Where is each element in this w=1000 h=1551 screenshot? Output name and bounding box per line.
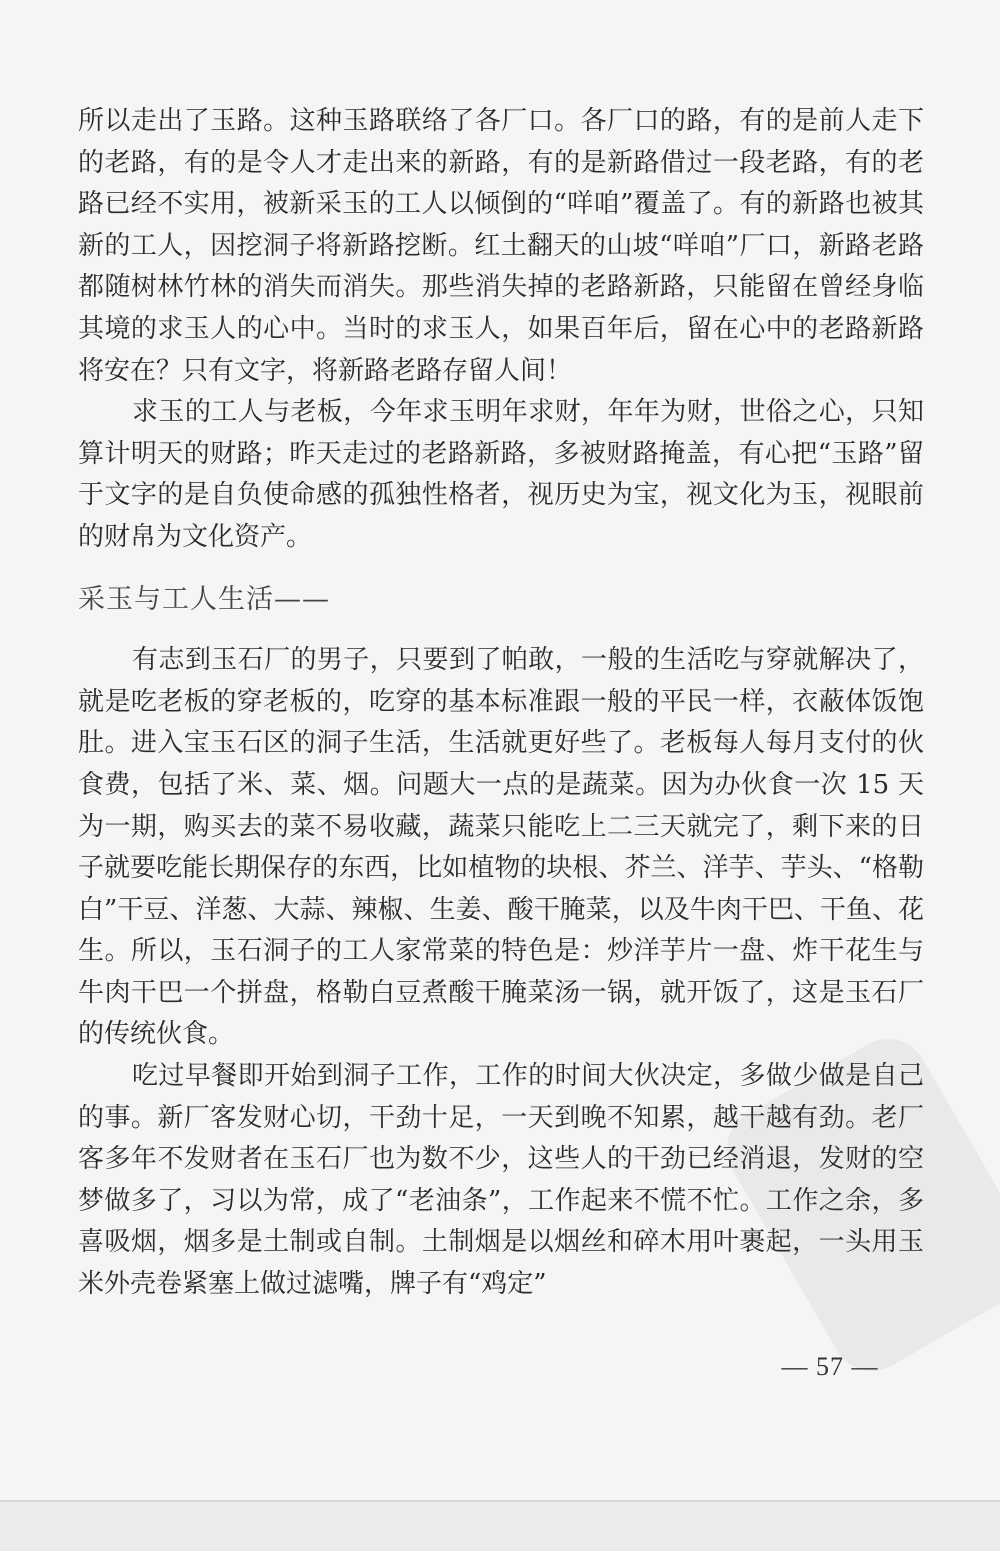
section-heading: 采玉与工人生活—— [78, 583, 330, 615]
paragraph-continued: 所以走出了玉路。这种玉路联络了各厂口。各厂口的路，有的是前人走下的老路，有的是令人才走出来的新路，有的是新路借过一段老路，有的老路已经不实用，被新采玉的工人以倾倒的“咩咱”覆盖了。有的新路也被其新的工人，因挖洞子将新路挖断。红土翻天的山坡“咩咱”厂口，新路老路都随树林竹林的消失而消失。那些消失掉的老路新路，只能留在曾经身临其境的求玉人的心中。当时的求玉人，如果百年后，留在心中的老路新路将安在？只有文字，将新路老路存留人间！ [78, 106, 924, 386]
page-bottom-edge [0, 1500, 1000, 1551]
paragraph: 吃过早餐即开始到洞子工作，工作的时间大伙决定，多做少做是自己的事。新厂客发财心切，干劲十足，一天到晚不知累，越干越有劲。老厂客多年不发财者在玉石厂也为数不少，这些人的干劲已经消退，发财的空梦做多了，习以为常，成了“老油条”，工作起来不慌不忙。工作之余，多喜吸烟，烟多是土制或自制。土制烟是以烟丝和碎木用叶裹起，一头用玉米外壳卷紧塞上做过滤嘴，牌子有“鸡定” [78, 1061, 924, 1300]
body-text [78, 101, 924, 1306]
paragraph: 求玉的工人与老板，今年求玉明年求财，年年为财，世俗之心，只知算计明天的财路；昨天走过的老路新路，多被财路掩盖，有心把“玉路”留于文字的是自负使命感的孤独性格者，视历史为宝，视文化为玉，视眼前的财帛为文化资产。 [78, 397, 924, 552]
paragraph: 有志到玉石厂的男子，只要到了帕敢，一般的生活吃与穿就解决了，就是吃老板的穿老板的，吃穿的基本标准跟一般的平民一样，衣蔽体饭饱肚。进入宝玉石区的洞子生活，生活就更好些了。老板每人每月支付的伙食费，包括了米、菜、烟。问题大一点的是蔬菜。因为办伙食一次 15 天为一期，购买去的菜不易收藏，蔬菜只能吃上二三天就完了，剩下来的日子就要吃能长期保存的东西，比如植物的块根、芥兰、洋芋、芋头、“格勒白”干豆、洋葱、大蒜、辣椒、生姜、酸干腌菜，以及牛肉干巴、干鱼、花生。所以，玉石洞子的工人家常菜的特色是：炒洋芋片一盘、炸干花生与牛肉干巴一个拼盘，格勒白豆煮酸干腌菜汤一锅，就开饭了，这是玉石厂的传统伙食。 [78, 645, 924, 1050]
page-number: — 57 — [781, 1352, 879, 1381]
